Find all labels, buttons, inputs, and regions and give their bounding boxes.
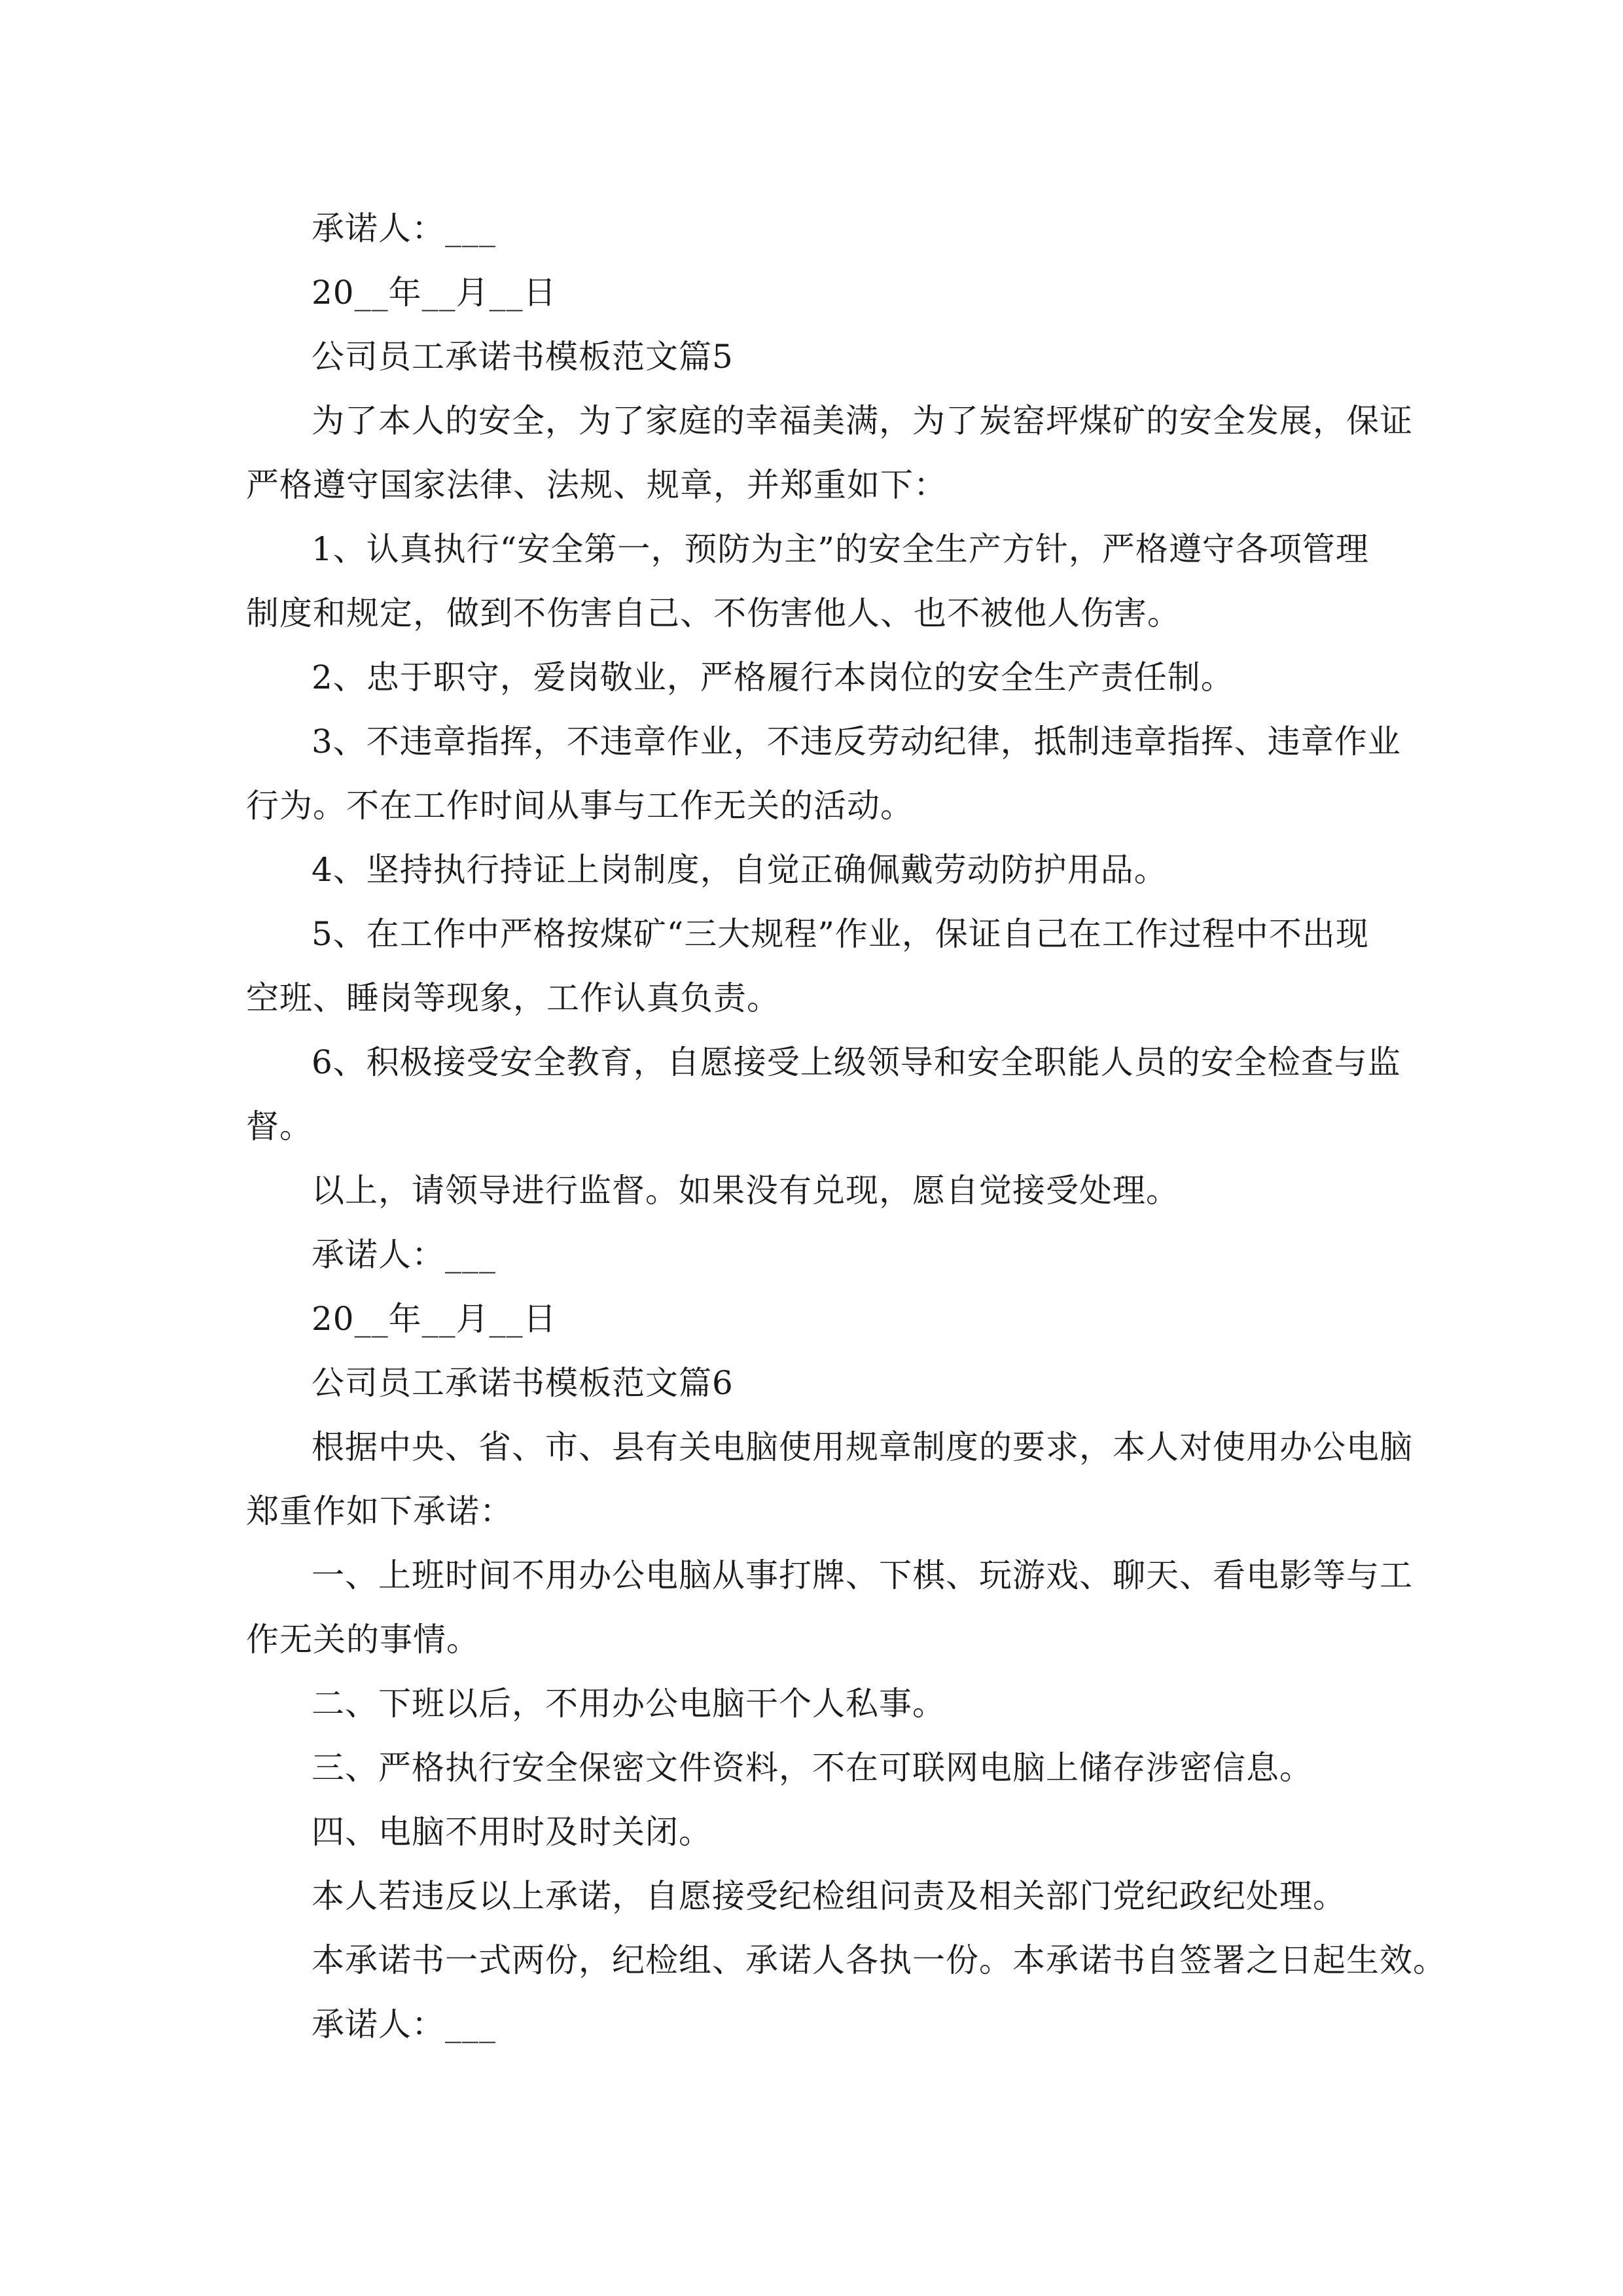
- paragraph-line: 5、在工作中严格按煤矿“三大规程”作业，保证自己在工作过程中不出现: [312, 915, 1369, 953]
- paragraph-line: 空班、睡岗等现象，工作认真负责。: [246, 979, 780, 1017]
- paragraph-line: 3、不违章指挥，不违章作业，不违反劳动纪律，抵制违章指挥、违章作业: [312, 723, 1401, 761]
- section-title: 公司员工承诺书模板范文篇5: [312, 338, 734, 376]
- paragraph-line: 三、严格执行安全保密文件资料，不在可联网电脑上储存涉密信息。: [312, 1749, 1313, 1787]
- date-line: 20__年__月__日: [312, 274, 557, 312]
- paragraph-line: 督。: [246, 1107, 313, 1145]
- signature-line: 承诺人：___: [312, 1236, 496, 1274]
- paragraph-line: 二、下班以后，不用办公电脑干个人私事。: [312, 1685, 946, 1723]
- paragraph-line: 制度和规定，做到不伤害自己、不伤害他人、也不被他人伤害。: [246, 594, 1181, 632]
- section-title: 公司员工承诺书模板范文篇6: [312, 1364, 734, 1402]
- paragraph-line: 郑重作如下承诺：: [246, 1492, 513, 1530]
- paragraph-line: 4、坚持执行持证上岗制度，自觉正确佩戴劳动防护用品。: [312, 851, 1168, 889]
- paragraph-line: 本承诺书一式两份，纪检组、承诺人各执一份。本承诺书自签署之日起生效。: [312, 1941, 1446, 1979]
- signature-line: 承诺人：___: [312, 2005, 496, 2043]
- date-line: 20__年__月__日: [312, 1300, 557, 1338]
- paragraph-line: 以上，请领导进行监督。如果没有兑现，愿自觉接受处理。: [312, 1172, 1179, 1210]
- paragraph-line: 根据中央、省、市、县有关电脑使用规章制度的要求，本人对使用办公电脑: [312, 1428, 1413, 1466]
- paragraph-line: 6、积极接受安全教育，自愿接受上级领导和安全职能人员的安全检查与监: [312, 1043, 1401, 1081]
- paragraph-line: 严格遵守国家法律、法规、规章，并郑重如下：: [246, 466, 947, 504]
- paragraph-line: 1、认真执行“安全第一，预防为主”的安全生产方针，严格遵守各项管理: [312, 530, 1369, 568]
- paragraph-line: 为了本人的安全，为了家庭的幸福美满，为了炭窑坪煤矿的安全发展，保证: [312, 402, 1413, 440]
- paragraph-line: 2、忠于职守，爱岗敬业，严格履行本岗位的安全生产责任制。: [312, 658, 1234, 696]
- paragraph-line: 作无关的事情。: [246, 1621, 480, 1659]
- paragraph-line: 行为。不在工作时间从事与工作无关的活动。: [246, 787, 914, 825]
- paragraph-line: 四、电脑不用时及时关闭。: [312, 1813, 712, 1851]
- paragraph-line: 本人若违反以上承诺，自愿接受纪检组问责及相关部门党纪政纪处理。: [312, 1877, 1346, 1915]
- paragraph-line: 一、上班时间不用办公电脑从事打牌、下棋、玩游戏、聊天、看电影等与工: [312, 1556, 1413, 1594]
- signature-line: 承诺人：___: [312, 209, 496, 247]
